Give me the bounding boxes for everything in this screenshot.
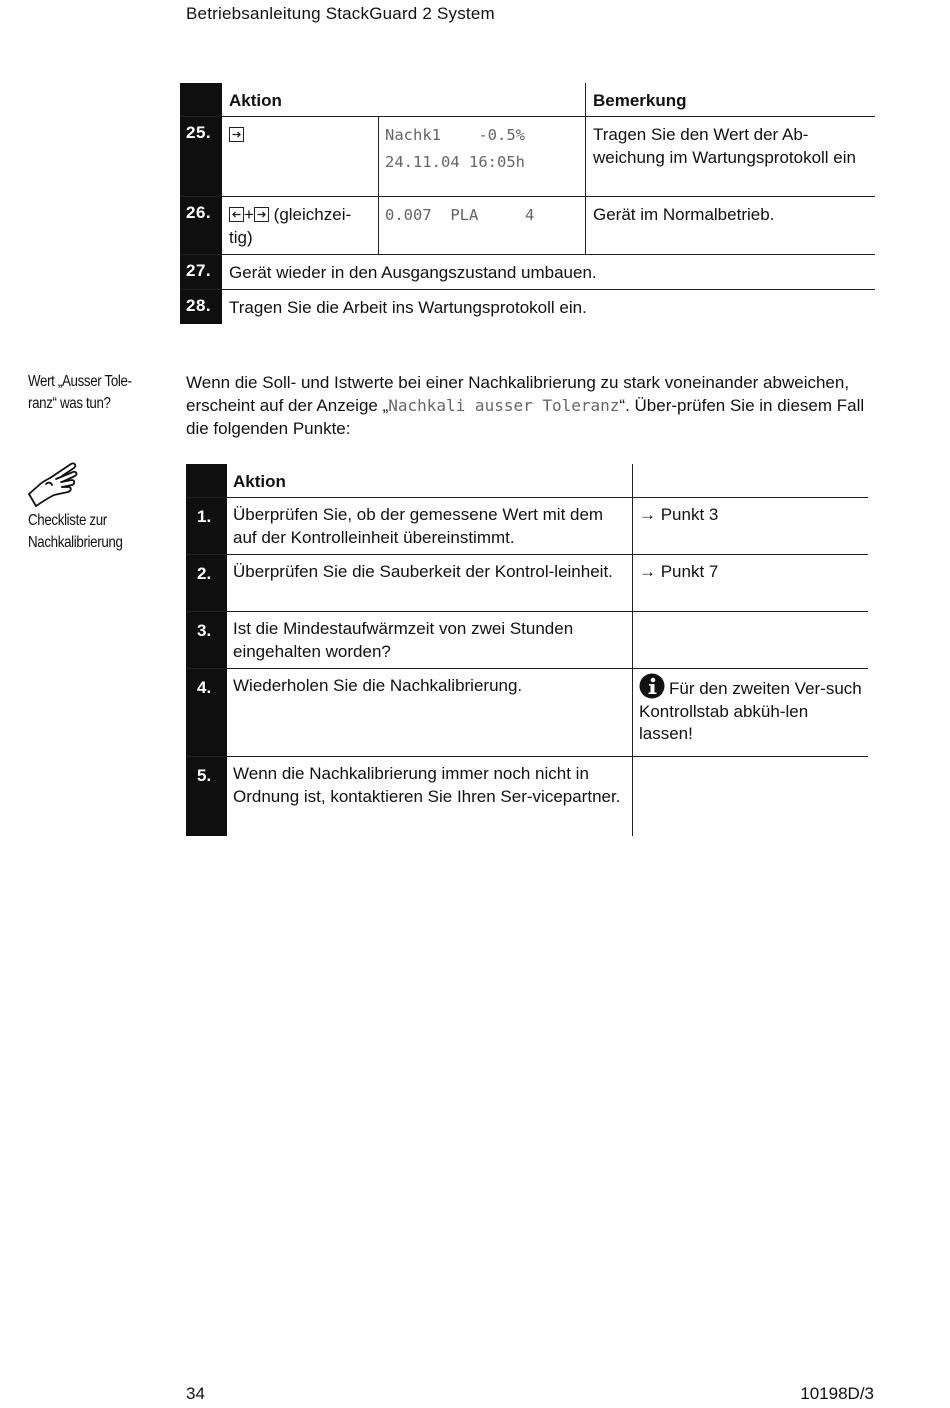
info-icon — [639, 673, 665, 699]
step-remark — [633, 757, 868, 836]
display-line: Nachk1 -0.5% — [385, 126, 525, 144]
table-row — [186, 555, 868, 612]
paragraph-text: “. Über-prüfen Sie in diesem Fall die folgenden Punkte: — [186, 396, 865, 438]
step-action: Ist die Mindestaufwärmzeit von zwei Stunden eingehalten worden? — [227, 612, 633, 668]
display-readout — [379, 197, 586, 254]
step-remark: → Punkt 3 — [639, 505, 719, 524]
table-row — [186, 669, 868, 757]
display-line: 24.11.04 16:05h — [385, 153, 525, 171]
step-number: 28. — [180, 290, 222, 324]
step-remark: → Punkt 7 — [639, 562, 719, 581]
table-row — [180, 290, 875, 324]
action-column-header: Aktion — [227, 464, 633, 497]
info-note-text: Für den zweiten Ver-such Kontrollstab abküh-len lassen! — [639, 679, 862, 743]
step-action: Wenn die Nachkalibrierung immer noch nicht in Ordnung ist, kontaktieren Sie Ihren Ser-vicepartner. — [227, 757, 633, 836]
step-action: Überprüfen Sie, ob der gemessene Wert mit dem auf der Kontrolleinheit übereinstimmt. — [227, 498, 633, 554]
table-row — [180, 197, 875, 255]
table-header-row — [186, 464, 868, 498]
display-line: 0.007 PLA 4 — [385, 206, 535, 224]
step-action: Tragen Sie die Arbeit ins Wartungsprotokoll ein. — [229, 298, 587, 317]
step-action — [222, 117, 379, 196]
margin-note-line: Nachkalibrierung — [28, 534, 123, 551]
step-action: Gerät wieder in den Ausgangszustand umbauen. — [229, 263, 597, 282]
step-remark — [633, 612, 868, 668]
margin-note-tolerance — [28, 371, 132, 415]
table-row — [186, 498, 868, 555]
step-action: + (gleichzei-tig) — [222, 197, 379, 254]
page-header: Betriebsanleitung StackGuard 2 System — [186, 4, 495, 23]
key-arrow-left-icon — [229, 207, 244, 222]
step-number: 27. — [180, 255, 222, 289]
step-number: 2. — [186, 555, 227, 611]
intro-paragraph — [186, 371, 876, 440]
step-number: 3. — [186, 612, 227, 668]
step-number: 26. — [180, 197, 222, 254]
step-remark — [633, 669, 868, 756]
number-column-header — [180, 83, 222, 116]
step-number: 4. — [186, 669, 227, 756]
remark-column-header: Bemerkung — [593, 91, 687, 110]
remark-column-header — [633, 464, 868, 497]
document-id: 10198D/3 — [800, 1384, 874, 1403]
margin-note-line: Checkliste zur — [28, 512, 107, 529]
display-readout — [379, 117, 586, 196]
step-remark: Gerät im Normalbetrieb. — [593, 205, 775, 224]
paragraph-text: Wenn die Soll- und Istwerte bei einer Nachkalibrierung zu stark voneinander abweichen, erscheint auf der Anzeige „ — [186, 373, 850, 415]
step-action: Überprüfen Sie die Sauberkeit der Kontrol-leinheit. — [227, 555, 633, 611]
table-row — [180, 117, 875, 197]
step-number: 5. — [186, 757, 227, 836]
table-row — [180, 255, 875, 290]
table-row — [186, 612, 868, 669]
page-number: 34 — [186, 1384, 205, 1403]
step-action-text: (gleichzei-tig) — [229, 205, 352, 247]
action-column-header: Aktion — [222, 83, 586, 116]
number-column-header — [186, 464, 227, 497]
margin-note-checklist — [28, 510, 123, 554]
pointing-hand-icon — [26, 460, 82, 510]
table-row — [186, 757, 868, 836]
checklist-table — [186, 464, 868, 836]
margin-note-line: Wert „Ausser Tole- — [28, 373, 132, 390]
step-number: 1. — [186, 498, 227, 554]
key-arrow-right-icon — [229, 127, 244, 142]
step-remark: Tragen Sie den Wert der Ab-weichung im Wartungsprotokoll ein — [593, 125, 856, 167]
step-number: 25. — [180, 117, 222, 196]
table-header-row — [180, 83, 875, 117]
key-arrow-right-icon — [254, 207, 269, 222]
procedure-table — [180, 83, 875, 324]
step-action: Wiederholen Sie die Nachkalibrierung. — [227, 669, 633, 756]
margin-note-line: ranz“ was tun? — [28, 395, 111, 412]
display-message: Nachkali ausser Toleranz — [388, 396, 620, 415]
